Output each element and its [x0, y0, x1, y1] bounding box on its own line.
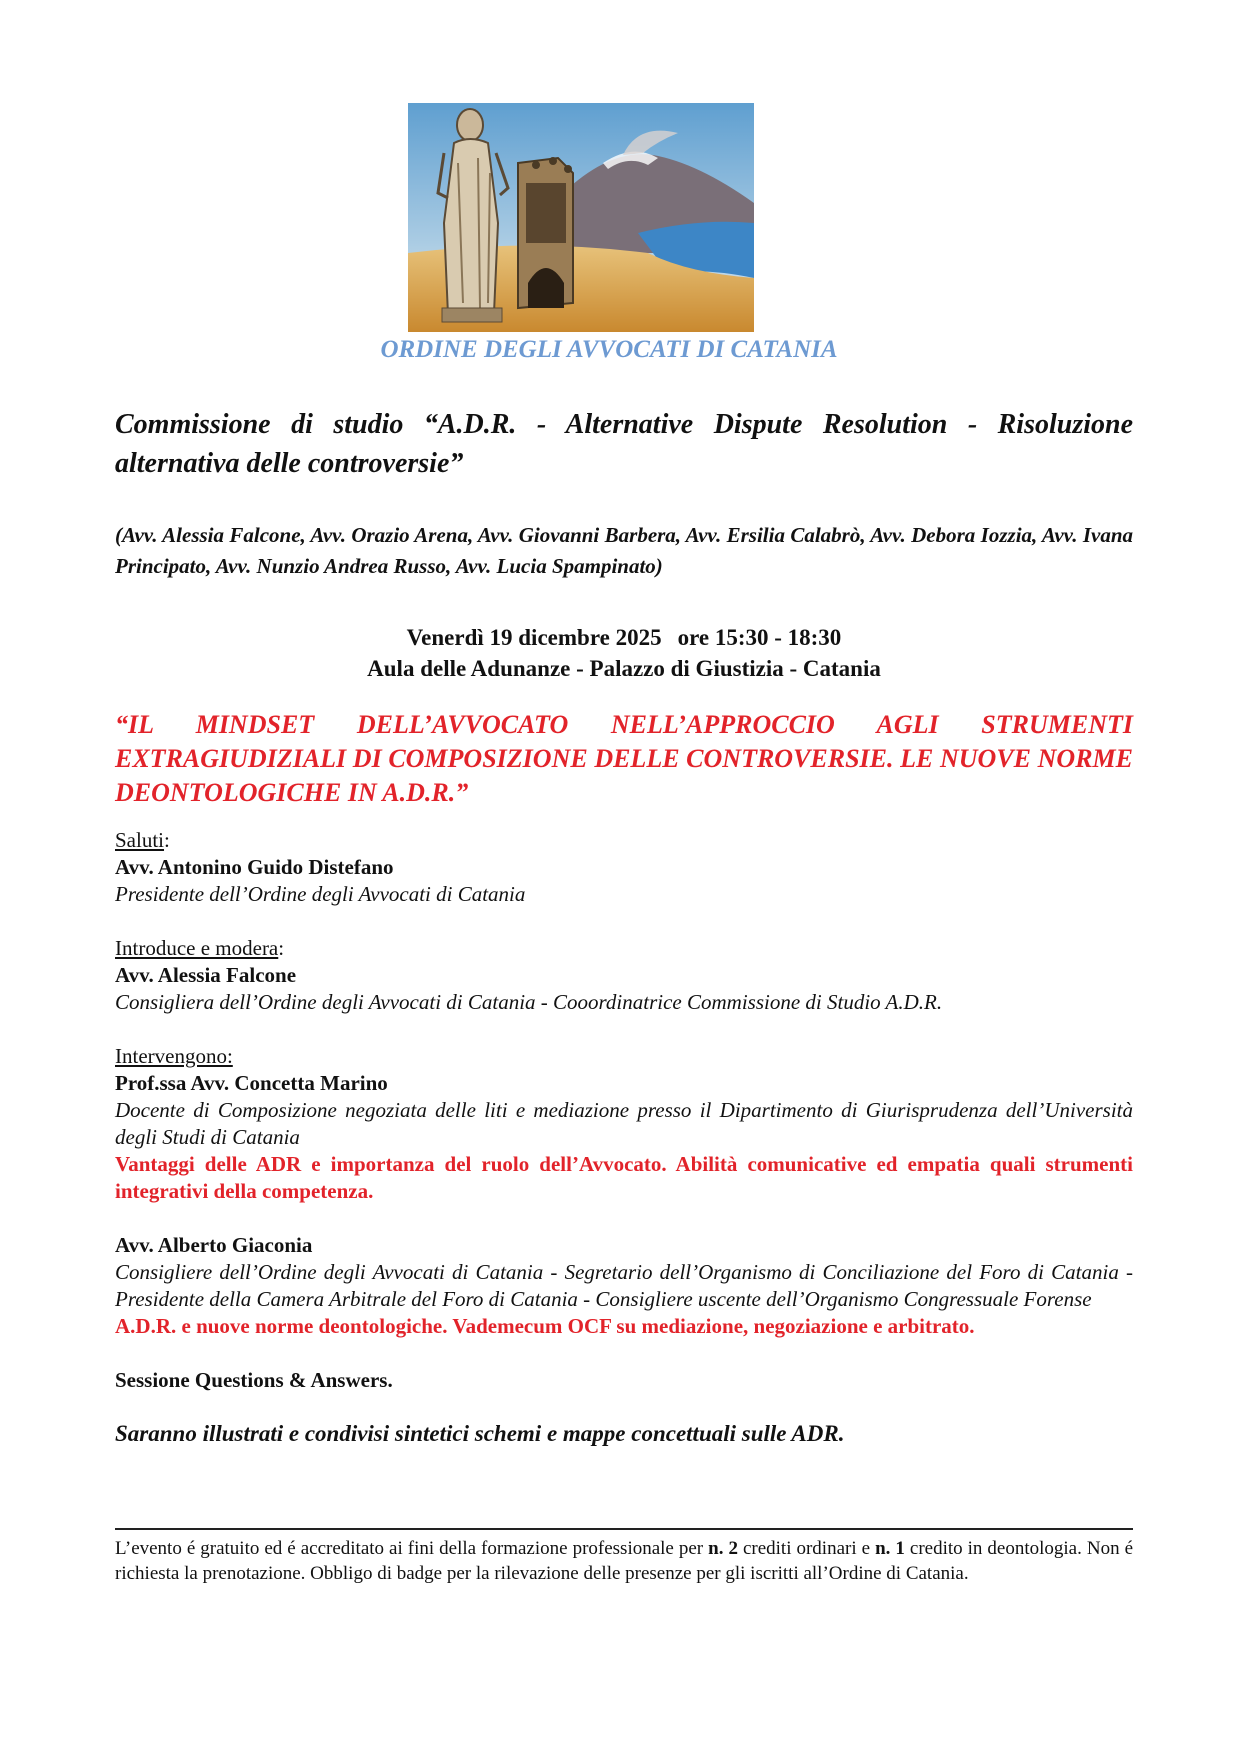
- speaker-section: [115, 1232, 1133, 1340]
- event-datetime: [115, 622, 1133, 653]
- greetings-role: Presidente dell’Ordine degli Avvocati di Catania: [115, 882, 526, 906]
- footer-text: crediti ordinari e: [737, 1538, 876, 1559]
- greetings-name: Avv. Antonino Guido Distefano: [115, 855, 394, 879]
- speaker-role: Docente di Composizione negoziata delle liti e mediazione presso il Dipartimento di Giurisprudenza dell’Università degli Studi di Catania: [115, 1098, 1133, 1149]
- footer-text: L’evento é gratuito ed é accreditato ai fini della formazione professionale per: [115, 1538, 709, 1559]
- closing-note: Saranno illustrati e condivisi sintetici schemi e mappe concettuali sulle ADR.: [115, 1421, 845, 1446]
- speaker-section: [115, 1043, 1133, 1205]
- footer-note: [115, 1528, 1133, 1586]
- speaker-talk-title: Vantaggi delle ADR e importanza del ruolo dell’Avvocato. Abilità comunicative ed empatia quali strumenti integrativi della competenza.: [115, 1152, 1133, 1203]
- speaker-name: Avv. Alberto Giaconia: [115, 1233, 313, 1257]
- etna-statue-painting-icon: [408, 103, 754, 332]
- commission-members: (Avv. Alessia Falcone, Avv. Orazio Arena, Avv. Giovanni Barbera, Avv. Ersilia Calabrò, Avv. Debora Iozzia, Avv. Ivana Principato, Avv. Nunzio Andrea Russo, Avv. Lucia Spampinato): [115, 523, 1133, 578]
- event-time: ore 15:30 - 18:30: [677, 625, 842, 650]
- speaker-name: Prof.ssa Avv. Concetta Marino: [115, 1071, 388, 1095]
- footer-text: credito in deontologia. Non é richiesta la prenotazione. Obbligo di badge per la rilevazione delle presenze per gli iscritti all’Ordine di Catania.: [115, 1538, 1134, 1584]
- moderator-name: Avv. Alessia Falcone: [115, 963, 297, 987]
- moderator-role: Consigliera dell’Ordine degli Avvocati di Catania - Cooordinatrice Commissione di Studio A.D.R.: [115, 990, 943, 1014]
- moderator-section: Introduce e modera: Avv. Alessia Falcone Consigliera dell’Ordine degli Avvocati di Catania - Cooordinatrice Commissione di Studio A.D.R.: [115, 935, 1133, 1016]
- program: [115, 827, 1133, 1449]
- speaker-role: Consigliere dell’Ordine degli Avvocati di Catania - Segretario dell’Organismo di Conciliazione del Foro di Catania - Presidente della Camera Arbitrale del Foro di Catania - Consigliere uscente dell’Organismo Congressuale Forense: [115, 1260, 1133, 1311]
- event-date: Venerdì 19 dicembre 2025: [406, 625, 662, 650]
- speaker-talk-title: A.D.R. e nuove norme deontologiche. Vademecum OCF su mediazione, negoziazione e arbitrato.: [115, 1314, 975, 1338]
- speakers-label: Intervengono:: [115, 1044, 233, 1068]
- credits-deontology: n. 1: [875, 1538, 905, 1559]
- event-topic: “IL MINDSET DELL’AVVOCATO NELL’APPROCCIO AGLI STRUMENTI EXTRAGIUDIZIALI DI COMPOSIZIONE DELLE CONTROVERSIE. LE NUOVE NORME DEONTOLOGICHE IN A.D.R.”: [115, 710, 1133, 807]
- commission-title: Commissione di studio “A.D.R. - Alternative Dispute Resolution - Risoluzione alternativa delle controversie”: [115, 409, 1133, 479]
- greetings-label: Saluti: [115, 828, 165, 852]
- greetings-section: Saluti: Avv. Antonino Guido Distefano Presidente dell’Ordine degli Avvocati di Catania: [115, 827, 1133, 908]
- qa-session: Sessione Questions & Answers.: [115, 1368, 393, 1392]
- moderator-label: Introduce e modera: [115, 936, 279, 960]
- event-info: [115, 622, 1133, 684]
- credits-ordinary: n. 2: [708, 1538, 738, 1559]
- event-venue: Aula delle Adunanze - Palazzo di Giustizia - Catania: [367, 656, 881, 681]
- organization-name: ORDINE DEGLI AVVOCATI DI CATANIA: [380, 336, 838, 363]
